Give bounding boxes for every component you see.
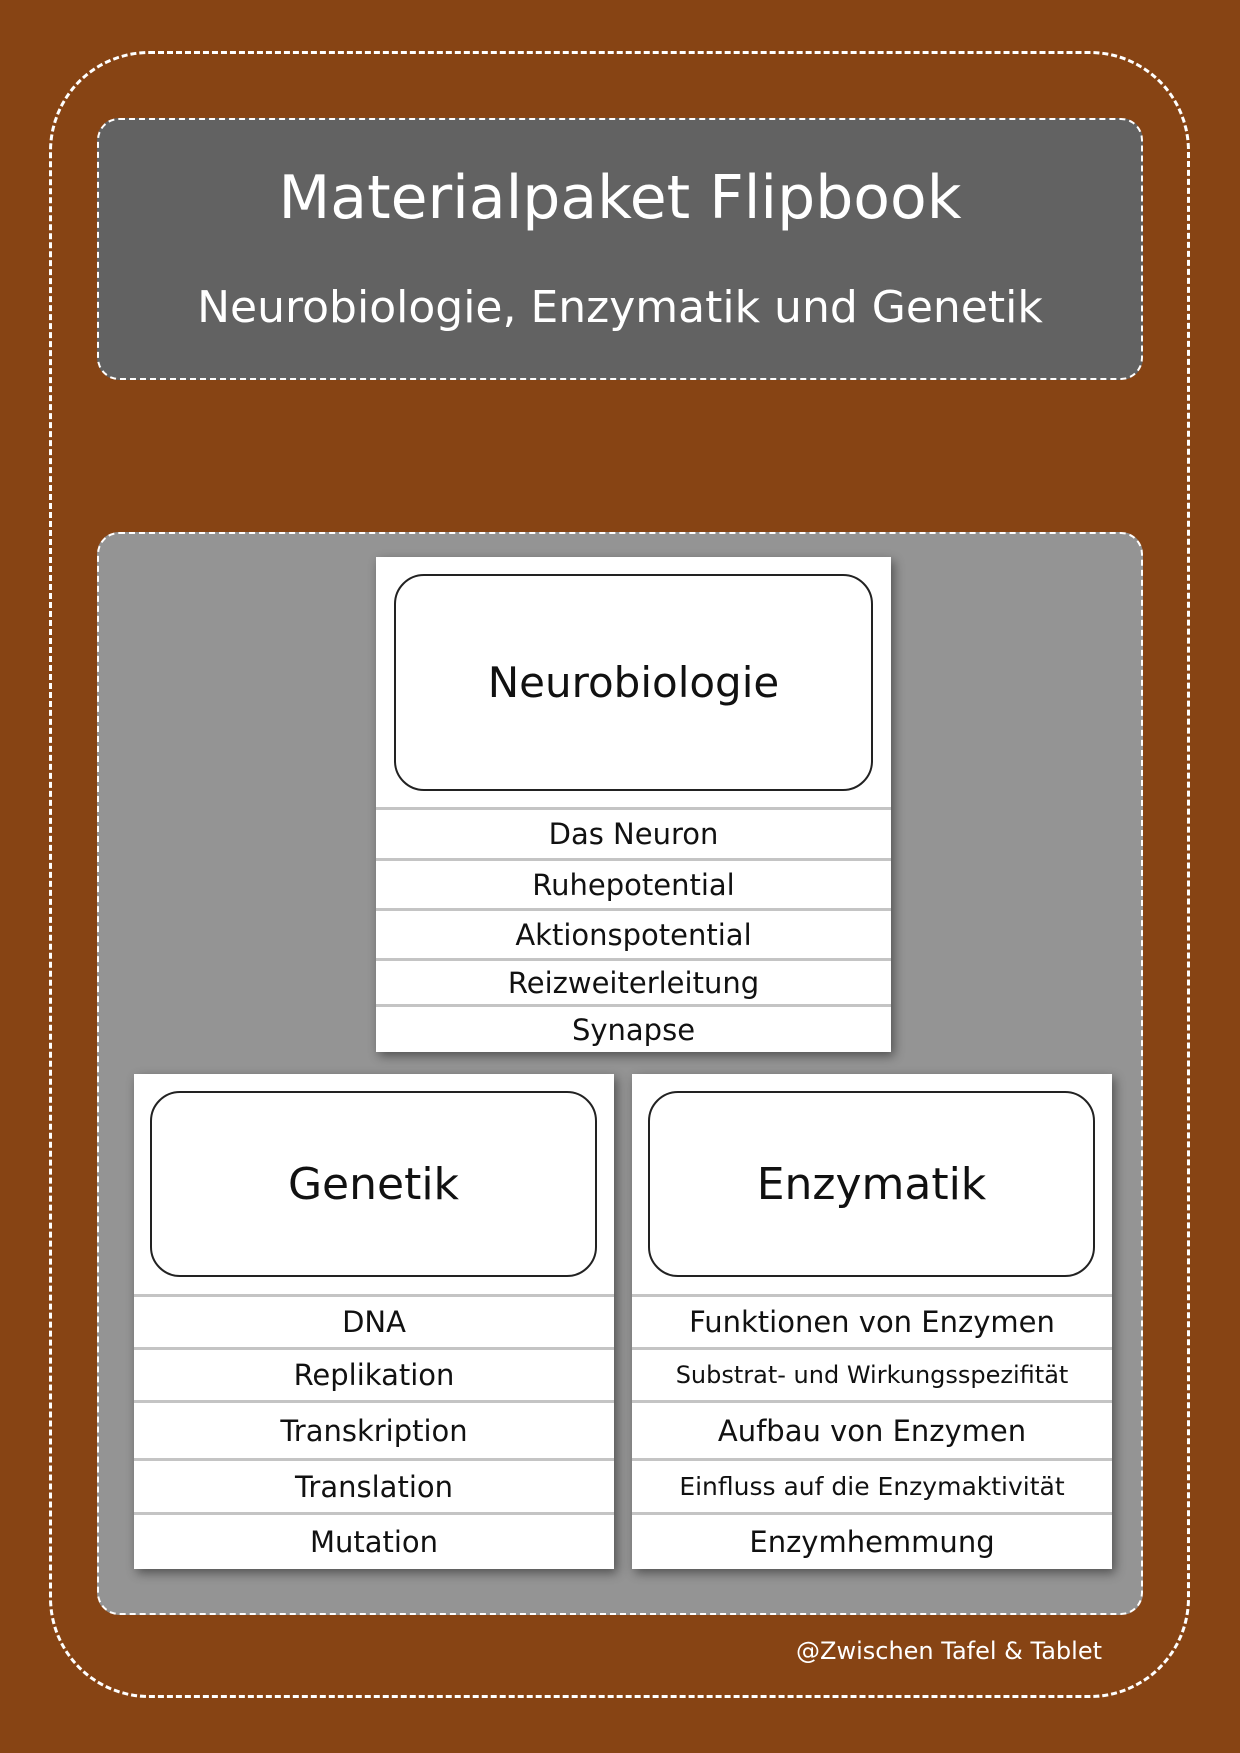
tab-label: Aufbau von Enzymen	[717, 1413, 1027, 1448]
tab-label: Translation	[294, 1469, 453, 1504]
card-title: Genetik	[287, 1158, 460, 1210]
page-subtitle: Neurobiologie, Enzymatik und Genetik	[197, 282, 1043, 333]
tab-item[interactable]	[376, 1004, 891, 1052]
tab-label: Synapse	[571, 1012, 696, 1047]
card-title: Enzymatik	[756, 1158, 987, 1210]
tab-label: Funktionen von Enzymen	[689, 1305, 1055, 1339]
tab-item[interactable]	[376, 958, 891, 1004]
tab-item[interactable]	[632, 1294, 1112, 1347]
card-title-frame	[150, 1091, 597, 1277]
tab-label: Substrat- und Wirkungsspezifität	[675, 1361, 1069, 1389]
tab-item[interactable]	[376, 858, 891, 908]
page-title: Materialpaket Flipbook	[278, 163, 962, 233]
tab-label: Ruhepotential	[532, 867, 735, 902]
tab-label: Mutation	[309, 1525, 439, 1559]
credit-text: @Zwischen Tafel & Tablet	[796, 1637, 1102, 1665]
flipbook-enzymatik[interactable]	[632, 1074, 1112, 1569]
tab-label: DNA	[342, 1305, 406, 1339]
tab-item[interactable]	[632, 1347, 1112, 1400]
tab-label: Aktionspotential	[515, 917, 752, 952]
tab-item[interactable]	[376, 807, 891, 858]
tab-item[interactable]	[134, 1347, 614, 1400]
tab-item[interactable]	[134, 1294, 614, 1347]
tab-label: Einfluss auf die Enzymaktivität	[679, 1472, 1065, 1501]
tab-item[interactable]	[632, 1512, 1112, 1569]
tab-item[interactable]	[134, 1512, 614, 1569]
tab-item[interactable]	[376, 908, 891, 958]
tab-item[interactable]	[134, 1458, 614, 1512]
flipbook-neurobiologie[interactable]	[376, 557, 891, 1052]
tab-label: Das Neuron	[548, 817, 719, 851]
card-title-frame	[648, 1091, 1095, 1277]
tab-label: Enzymhemmung	[749, 1525, 995, 1559]
title-banner	[97, 118, 1143, 380]
tab-label: Replikation	[293, 1358, 455, 1392]
card-title-frame	[394, 574, 873, 791]
card-title: Neurobiologie	[487, 658, 780, 707]
tab-item[interactable]	[134, 1400, 614, 1458]
tab-label: Reizweiterleitung	[507, 965, 760, 1000]
flipbook-genetik[interactable]	[134, 1074, 614, 1569]
tab-item[interactable]	[632, 1458, 1112, 1512]
tab-item[interactable]	[632, 1400, 1112, 1458]
tab-label: Transkription	[280, 1413, 468, 1448]
